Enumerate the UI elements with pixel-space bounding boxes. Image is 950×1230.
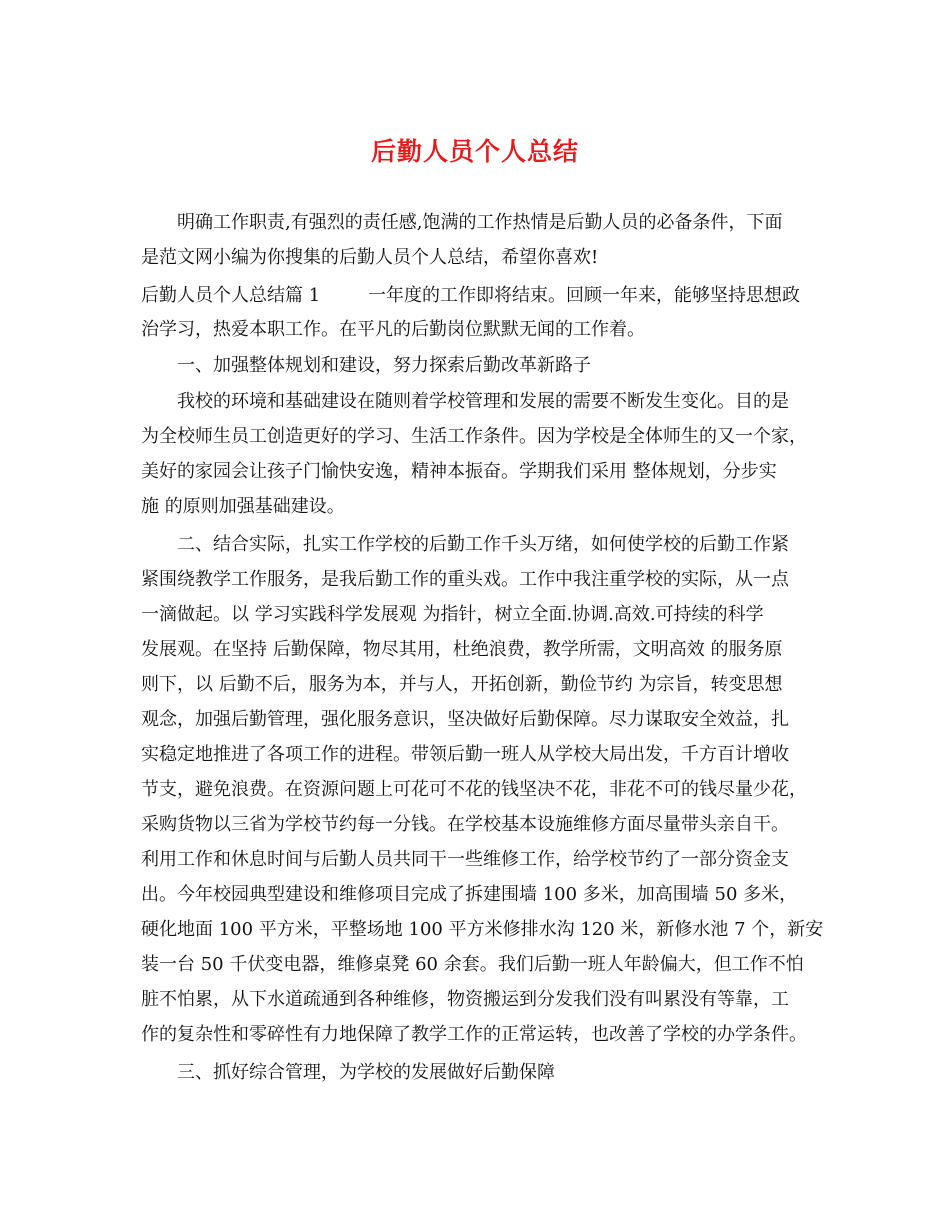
text-line: 明确工作职责,有强烈的责任感,饱满的工作热情是后勤人员的必备条件，下面 — [177, 212, 783, 233]
text-line: 美好的家园会让孩子门愉快安逸，精神本振奋。学期我们采用 整体规划，分步实 — [141, 461, 777, 482]
text-line-content: 一年度的工作即将结束。回顾一年来，能够坚持思想政 — [368, 285, 800, 306]
text-line: 则下，以 后勤不后，服务为本，并与人，开拓创新，勤俭节约 为宗旨，转变思想 — [141, 674, 783, 695]
text-line: 一滴做起。以 学习实践科学发展观 为指针，树立全面.协调.高效.可持续的科学 — [141, 604, 764, 625]
text-line: 观念，加强后勤管理，强化服务意识，坚决做好后勤保障。尽力谋取安全效益，扎 — [141, 709, 789, 730]
text-line: 二、结合实际，扎实工作学校的后勤工作千头万绪，如何使学校的后勤工作紧 — [177, 534, 789, 555]
text-line: 治学习，热爱本职工作。在平凡的后勤岗位默默无闻的工作着。 — [141, 319, 645, 340]
text-line: 脏不怕累，从下水道疏通到各种维修，物资搬运到分发我们没有叫累没有等靠，工 — [141, 989, 789, 1010]
document-title: 后勤人员个人总结 — [370, 137, 579, 166]
text-line: 作的复杂性和零碎性有力地保障了教学工作的正常运转，也改善了学校的办学条件。 — [141, 1024, 807, 1045]
text-line: 我校的环境和基础建设在随则着学校管理和发展的需要不断发生变化。目的是 — [177, 391, 789, 412]
text-line: 施 的原则加强基础建设。 — [141, 496, 345, 517]
section-heading: 三、抓好综合管理，为学校的发展做好后勤保障 — [177, 1062, 555, 1083]
text-line: 是范文网小编为你搜集的后勤人员个人总结，希望你喜欢! — [141, 247, 599, 268]
text-line: 利用工作和休息时间与后勤人员共同干一些维修工作，给学校节约了一部分资金支 — [141, 849, 789, 870]
text-line: 节支，避免浪费。在资源问题上可花可不花的钱坚决不花，非花不可的钱尽量少花， — [141, 779, 807, 800]
text-line: 采购货物以三省为学校节约每一分钱。在学校基本设施维修方面尽量带头亲自干。 — [141, 814, 789, 835]
text-line: 为全校师生员工创造更好的学习、生活工作条件。因为学校是全体师生的又一个家， — [141, 426, 807, 447]
text-line: 发展观。在坚持 后勤保障，物尽其用，杜绝浪费，教学所需，文明高效 的服务原 — [141, 639, 783, 660]
section-label: 后勤人员个人总结篇 1 — [141, 285, 321, 306]
text-line: 装一台 50 千伏变电器，维修桌凳 60 余套。我们后勤一班人年龄偏大，但工作不怕 — [141, 954, 804, 975]
text-line: 硬化地面 100 平方米，平整场地 100 平方米修排水沟 120 米，新修水池 7 个，新安 — [141, 919, 824, 940]
text-line: 实稳定地推进了各项工作的进程。带领后勤一班人从学校大局出发，千方百计增收 — [141, 744, 789, 765]
text-line: 紧围绕教学工作服务，是我后勤工作的重头戏。工作中我注重学校的实际，从一点 — [141, 569, 789, 590]
text-line: 出。今年校园典型建设和维修项目完成了拆建围墙 100 多米，加高围墙 50 多米， — [141, 884, 798, 905]
text-line — [141, 284, 800, 308]
section-heading: 一、加强整体规划和建设，努力探索后勤改革新路子 — [177, 355, 591, 376]
